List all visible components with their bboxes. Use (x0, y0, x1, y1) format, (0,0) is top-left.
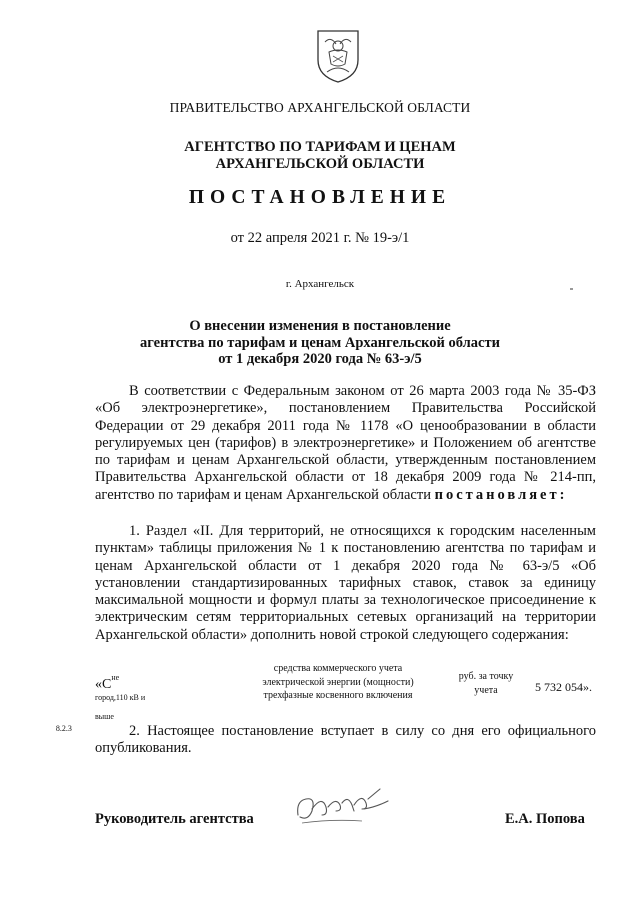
resolution-keyword: постановляет: (434, 486, 568, 503)
scan-mark (570, 288, 573, 290)
handwritten-signature-icon (292, 785, 392, 831)
tariff-code-prefix: «С (95, 677, 112, 692)
agency-name-line2: АРХАНГЕЛЬСКОЙ ОБЛАСТИ (215, 156, 425, 172)
row-description-line2: электрической энергии (мощности) (262, 676, 414, 688)
preamble-text: В соответствии с Федеральным законом от 26 марта 2003 года № 35-ФЗ «Об электроэнергетике», постановлением Правительства Российской Федерации от 29 декабря 2011 года № 1178 «О ценообразовании в области регулируемых цен (тарифов) в электроэнергетике» и Положением об агентстве по тарифам и ценам Архангельской области, утвержденным постановлением Правительства Архангельской области от 18 декабря 2009 года № 214-пп, агентство по тарифам и ценам Архангельской области (95, 383, 596, 503)
signer-title: Руководитель агентства (95, 811, 254, 827)
row-value: 5 732 054». (535, 680, 592, 694)
row-unit (453, 670, 519, 697)
tariff-code-subscript: 8.2.3 (55, 724, 72, 733)
document-date: от 22 апреля 2021 г. № 19-э/1 (230, 230, 410, 246)
agency-name-line1: АГЕНТСТВО ПО ТАРИФАМ И ЦЕНАМ (184, 139, 456, 155)
row-unit-line1: руб. за точку (458, 671, 514, 682)
document-city: г. Архангельск (285, 278, 355, 290)
coat-of-arms-icon (315, 28, 361, 84)
signer-name: Е.А. Попова (505, 811, 585, 827)
government-name: ПРАВИТЕЛЬСТВО АРХАНГЕЛЬСКОЙ ОБЛАСТИ (169, 100, 471, 115)
clause-2-paragraph: 2. Настоящее постановление вступает в силу со дня его официального опубликования. (95, 723, 596, 757)
subject-line1: О внесении изменения в постановление (189, 318, 451, 334)
document-subject (0, 318, 640, 368)
subject-line2: агентства по тарифам и ценам Архангельской области (140, 334, 500, 351)
subject-line3: от 1 декабря 2020 года № 63-э/5 (218, 351, 422, 367)
row-description (248, 662, 428, 703)
agency-name (0, 139, 640, 173)
tariff-code-superscript: не город,110 кВ и выше (95, 673, 146, 721)
table-row (55, 656, 600, 733)
row-description-line3: трехфазные косвенного включения (263, 690, 413, 701)
row-unit-line2: учета (474, 684, 498, 696)
document-type: ПОСТАНОВЛЕНИЕ (188, 187, 452, 208)
clause-1-paragraph: 1. Раздел «II. Для территорий, не относящихся к городским населенным пунктам» таблицы приложения № 1 к постановлению агентства по тарифам и ценам Архангельской области от 1 декабря 2020 года № 63-э/5 «Об установлении стандартизированных тарифных ставок, ставок за единицу максимальной мощности и формул платы за технологическое присоединение к электрическим сетям территориальных сетевых организаций на территории Архангельской области» дополнить новой строкой следующего содержания: (95, 523, 596, 643)
row-description-line1: средства коммерческого учета (273, 663, 403, 674)
preamble-paragraph (95, 383, 596, 504)
